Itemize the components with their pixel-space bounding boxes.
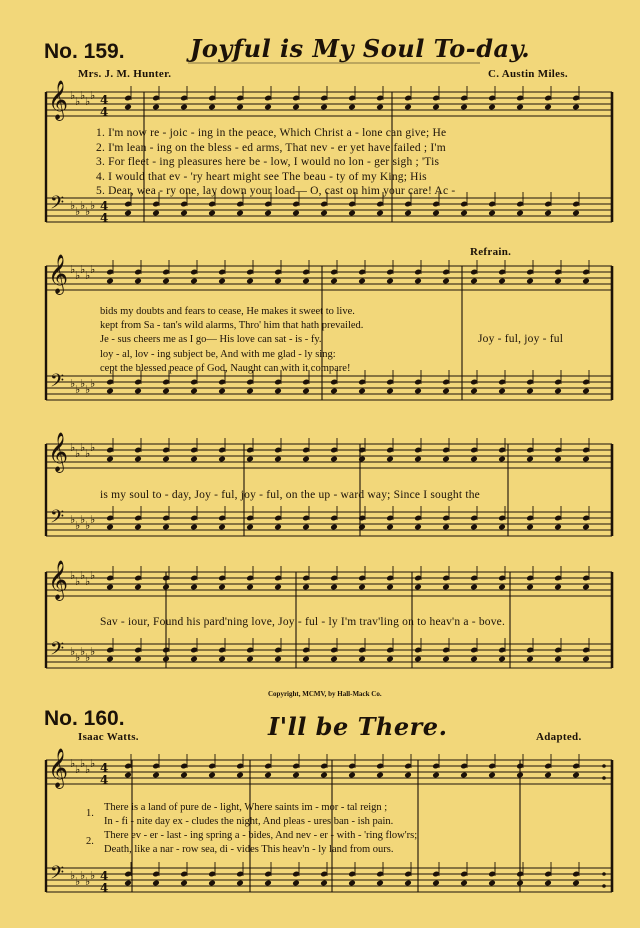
notehead [572,772,580,779]
flat-icon: ♭ [70,263,76,276]
notehead [414,388,422,395]
time-signature: 4 [100,773,109,787]
treble-clef-icon: 𝄞 [48,748,69,788]
notehead [470,656,478,663]
notehead [488,104,496,111]
notehead [404,880,412,887]
notehead [470,456,478,463]
flat-icon: ♭ [75,383,81,396]
bass-clef-icon: 𝄢 [50,507,65,532]
notehead [190,456,198,463]
hymn-number-160: No. 160. [44,707,125,730]
notehead [498,456,506,463]
notehead [320,104,328,111]
notehead [330,656,338,663]
notehead [414,584,422,591]
notehead [526,456,534,463]
notehead [376,210,384,217]
notehead [218,456,226,463]
notehead [152,772,160,779]
notehead [470,584,478,591]
flat-icon: ♭ [70,377,76,390]
flat-icon: ♭ [90,199,96,212]
flat-icon: ♭ [70,199,76,212]
flat-icon: ♭ [85,447,91,460]
notehead [348,104,356,111]
notehead [442,584,450,591]
notehead [134,388,142,395]
hymn-title-160: I'll be There. [268,712,448,741]
notehead [274,524,282,531]
notehead [358,584,366,591]
notehead [320,880,328,887]
notehead [358,656,366,663]
flat-icon: ♭ [80,645,86,658]
repeat-dot [602,776,606,780]
notehead [246,278,254,285]
bass-clef-icon: 𝄢 [50,639,65,664]
notehead [162,456,170,463]
flat-icon: ♭ [70,869,76,882]
notehead [572,104,580,111]
notehead [470,388,478,395]
notehead [190,278,198,285]
notehead [218,278,226,285]
refrain-start-lyric: Joy - ful, joy - ful [478,333,564,345]
notehead [414,456,422,463]
notehead [526,278,534,285]
notehead [488,210,496,217]
notehead [162,388,170,395]
repeat-dot [602,764,606,768]
flat-icon: ♭ [75,875,81,888]
notehead [208,772,216,779]
notehead [348,772,356,779]
notehead [358,388,366,395]
verse-line: Death, like a nar - row sea, di - vides This heav'n - ly land from ours. [104,844,394,855]
notehead [302,524,310,531]
bass-clef-icon: 𝄢 [50,193,65,218]
flat-icon: ♭ [85,575,91,588]
refrain-label: Refrain. [470,246,512,258]
verse-block-160 [104,801,417,857]
notehead [190,524,198,531]
notehead [190,656,198,663]
notehead [516,880,524,887]
notehead [208,880,216,887]
notehead [498,584,506,591]
notehead [274,278,282,285]
flat-icon: ♭ [70,513,76,526]
flat-icon: ♭ [85,269,91,282]
flat-icon: ♭ [80,513,86,526]
notehead [554,456,562,463]
flat-icon: ♭ [80,757,86,770]
verse-line: kept from Sa - tan's wild alarms, Thro' him that hath prevailed. [100,320,364,332]
verse-line: 4. I would that ev - 'ry heart might see The beau - ty of my King; His [96,170,427,183]
notehead [432,210,440,217]
notehead [358,524,366,531]
notehead [442,456,450,463]
verse-number: 1. [86,808,94,819]
treble-clef-icon: 𝄞 [48,254,69,294]
notehead [554,278,562,285]
notehead [134,278,142,285]
notehead [152,880,160,887]
notehead [414,278,422,285]
notehead [246,456,254,463]
notehead [180,772,188,779]
notehead [330,278,338,285]
verse-line: loy - al, lov - ing subject be, And with me glad - ly sing: [100,348,336,360]
notehead [442,524,450,531]
notehead [414,524,422,531]
notehead [274,456,282,463]
notehead [162,584,170,591]
verse-line: 5. Dear, wea - ry one, lay down your load— O, cast on him your care! Ac - [96,185,456,197]
notehead [330,524,338,531]
notehead [246,584,254,591]
verse-line: 1. I'm now re - joic - ing in the peace, Which Christ a - lone can give; He [96,127,447,139]
notehead [134,456,142,463]
notehead [442,388,450,395]
treble-clef-icon: 𝄞 [48,432,69,472]
treble-clef-icon: 𝄞 [48,560,69,600]
flat-icon: ♭ [90,263,96,276]
notehead [582,584,590,591]
flat-icon: ♭ [90,89,96,102]
notehead [106,456,114,463]
flat-icon: ♭ [90,441,96,454]
time-signature: 4 [100,881,109,895]
flat-icon: ♭ [75,763,81,776]
notehead [572,880,580,887]
notehead [386,524,394,531]
verse-line: In - fi - nite day ex - cludes the night, And pleas - ures ban - ish pain. [104,816,394,827]
verse-line: bids my doubts and fears to cease, He makes it sweet to live. [100,306,355,317]
notehead [404,104,412,111]
verse-line: There is a land of pure de - light, Where saints im - mor - tal reign ; [104,802,388,813]
hymn-number-159: No. 159. [44,40,125,63]
notehead [236,104,244,111]
notehead [432,104,440,111]
hymn-author-159: Mrs. J. M. Hunter. [78,68,172,80]
verse-block-2 [100,305,363,376]
notehead [274,388,282,395]
notehead [470,278,478,285]
time-signature: 4 [100,93,109,107]
notehead [582,524,590,531]
notehead [302,584,310,591]
notehead [106,584,114,591]
bass-clef-icon: 𝄢 [50,371,65,396]
notehead [124,880,132,887]
notehead [180,880,188,887]
notehead [386,656,394,663]
flat-icon: ♭ [80,199,86,212]
flat-icon: ♭ [90,869,96,882]
notehead [554,524,562,531]
notehead [152,104,160,111]
flat-icon: ♭ [80,569,86,582]
notehead [162,524,170,531]
notehead [236,772,244,779]
refrain-lyric-line: Sav - iour, Found his pard'ning love, Joy - ful - ly I'm trav'ling on to heav'n a - bove. [100,616,506,628]
notehead [264,772,272,779]
notehead [404,772,412,779]
notehead [554,584,562,591]
notehead [516,104,524,111]
hymn-title-159: Joyful is My Soul To-day. [190,34,531,63]
verse-line: 3. For fleet - ing pleasures here be - low, I would no lon - ger sigh ; 'Tis [96,156,440,168]
notehead [264,880,272,887]
flat-icon: ♭ [75,447,81,460]
notehead [386,278,394,285]
flat-icon: ♭ [90,645,96,658]
notehead [572,210,580,217]
time-signature: 4 [100,105,109,119]
verse-block-1 [96,126,455,199]
notehead [554,388,562,395]
hymn-composer-159: C. Austin Miles. [488,68,568,80]
flat-icon: ♭ [70,89,76,102]
notehead [544,104,552,111]
notehead [106,278,114,285]
notehead [516,772,524,779]
flat-icon: ♭ [80,377,86,390]
notehead [582,456,590,463]
flat-icon: ♭ [70,569,76,582]
notehead [134,656,142,663]
flat-icon: ♭ [80,263,86,276]
notehead [582,656,590,663]
notehead [544,210,552,217]
flat-icon: ♭ [85,383,91,396]
flat-icon: ♭ [80,89,86,102]
flat-icon: ♭ [85,95,91,108]
notehead [460,880,468,887]
flat-icon: ♭ [75,651,81,664]
notehead [582,388,590,395]
notehead [358,456,366,463]
bass-clef-icon: 𝄢 [50,863,65,888]
time-signature: 4 [100,869,109,883]
flat-icon: ♭ [85,651,91,664]
notehead [124,104,132,111]
notehead [488,880,496,887]
notehead [526,524,534,531]
time-signature: 4 [100,761,109,775]
notehead [386,584,394,591]
notehead [460,772,468,779]
notehead [460,104,468,111]
notehead [218,584,226,591]
flat-icon: ♭ [85,875,91,888]
notehead [292,880,300,887]
flat-icon: ♭ [90,377,96,390]
verse-line: 2. I'm lean - ing on the bless - ed arms, That nev - er yet have failed ; I'm [96,141,446,154]
notehead [208,104,216,111]
notehead [582,278,590,285]
notehead [152,210,160,217]
notehead [330,388,338,395]
flat-icon: ♭ [70,645,76,658]
notehead [544,880,552,887]
notehead [302,388,310,395]
hymn-author-160: Isaac Watts. [78,731,139,743]
copyright-notice: Copyright, MCMV, by Hall-Mack Co. [268,690,382,698]
notehead [218,656,226,663]
notehead [292,210,300,217]
notehead [376,880,384,887]
notehead [302,656,310,663]
flat-icon: ♭ [75,95,81,108]
flat-icon: ♭ [75,269,81,282]
notehead [208,210,216,217]
notehead [432,880,440,887]
notehead [516,210,524,217]
notehead [442,278,450,285]
flat-icon: ♭ [80,441,86,454]
flat-icon: ♭ [70,757,76,770]
flat-icon: ♭ [70,441,76,454]
treble-clef-icon: 𝄞 [48,80,69,120]
notehead [134,524,142,531]
notehead [376,104,384,111]
notehead [106,524,114,531]
notehead [498,656,506,663]
verse-line: Je - sus cheers me as I go— His love can sat - is - fy. [100,334,322,346]
hymn-arrangement-160: Adapted. [536,731,582,743]
notehead [526,656,534,663]
flat-icon: ♭ [85,519,91,532]
notehead [106,656,114,663]
notehead [544,772,552,779]
notehead [180,104,188,111]
notehead [498,524,506,531]
notehead [498,278,506,285]
notehead [442,656,450,663]
notehead [386,456,394,463]
notehead [432,772,440,779]
notehead [302,456,310,463]
repeat-dot [602,872,606,876]
verse-line: There ev - er - last - ing spring a - bides, And nev - er - with - 'ring flow'rs; [104,830,418,841]
notehead [386,388,394,395]
notehead [414,656,422,663]
verse-number: 2. [86,836,94,847]
notehead [190,388,198,395]
notehead [162,278,170,285]
notehead [124,210,132,217]
notehead [246,524,254,531]
notehead [162,656,170,663]
notehead [460,210,468,217]
notehead [320,210,328,217]
refrain-lyric-line: is my soul to - day, Joy - ful, joy - ful, on the up - ward way; Since I sought the [100,489,480,501]
flat-icon: ♭ [90,513,96,526]
flat-icon: ♭ [90,569,96,582]
time-signature: 4 [100,211,109,225]
notehead [498,388,506,395]
time-signature: 4 [100,199,109,213]
notehead [236,880,244,887]
flat-icon: ♭ [75,575,81,588]
notehead [246,388,254,395]
notehead [264,104,272,111]
notehead [404,210,412,217]
notehead [106,388,114,395]
notehead [236,210,244,217]
notehead [320,772,328,779]
notehead [292,104,300,111]
notehead [218,524,226,531]
notehead [124,772,132,779]
notehead [348,880,356,887]
verse-line: cept the blessed peace of God, Naught can with it compare! [100,362,351,374]
flat-icon: ♭ [80,869,86,882]
notehead [526,388,534,395]
notehead [292,772,300,779]
flat-icon: ♭ [90,757,96,770]
notehead [264,210,272,217]
notehead [376,772,384,779]
notehead [302,278,310,285]
repeat-dot [602,884,606,888]
notehead [274,584,282,591]
flat-icon: ♭ [85,205,91,218]
notehead [470,524,478,531]
notehead [348,210,356,217]
flat-icon: ♭ [75,205,81,218]
notehead [526,584,534,591]
notehead [330,456,338,463]
notehead [246,656,254,663]
flat-icon: ♭ [75,519,81,532]
notehead [134,584,142,591]
notehead [488,772,496,779]
flat-icon: ♭ [85,763,91,776]
notehead [554,656,562,663]
notehead [274,656,282,663]
notehead [190,584,198,591]
notehead [218,388,226,395]
notehead [180,210,188,217]
notehead [330,584,338,591]
notehead [358,278,366,285]
